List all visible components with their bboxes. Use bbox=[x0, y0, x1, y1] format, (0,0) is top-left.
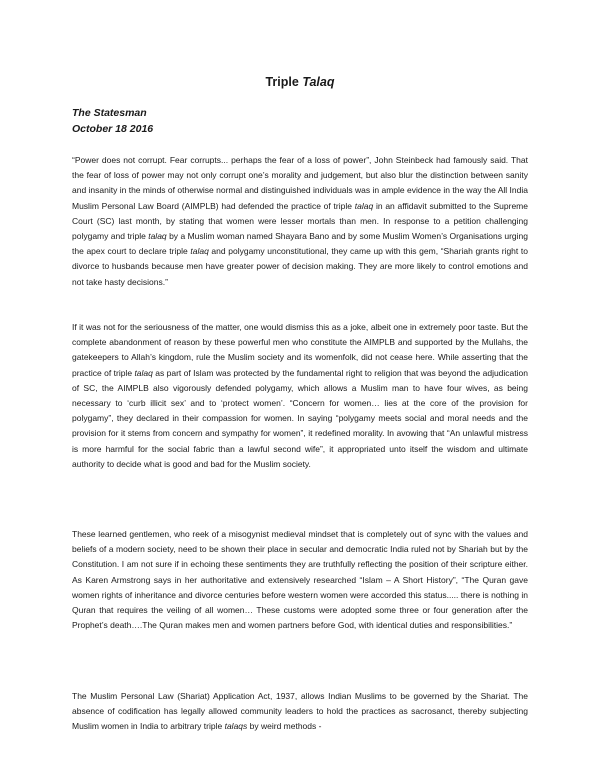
p3-text-a: These learned gentlemen, who reek of a misogynist medieval mindset that is completely out of sync with the values and beliefs of a modern society, need to be shown their place in secular and democratic India ruled not by Shariah but by the Constitution. I am not sure if in echoing these sentiments they are truthfully reflecting the position of their scripture either. As Karen Armstrong says in her authoritative and extensively researched “Islam – A Short History”, “The Quran gave women rights of inheritance and divorce centuries before western women were accorded this status..... there is nothing in Quran that requires the veiling of all women… These customs were adopted some three or four generation after the Prophet’s death….The Quran makes men and women partners before God, with identical duties and responsibilities.” bbox=[72, 529, 528, 631]
p1-italic-b: talaq bbox=[354, 200, 374, 211]
title-main: Triple bbox=[265, 75, 303, 89]
p1-text-e: by a Muslim woman named Shayara Bano and by some Muslim Women’s Organisations urging the apex court to declare triple bbox=[72, 231, 528, 257]
p1-italic-f: talaq bbox=[190, 246, 209, 257]
p2-text-c: as part of Islam was protected by the fundamental right to religion that was beyond the adjudication of SC, the AIMPLB also vigorously defended polygamy, which allows a Muslim man to have four wives, as being necessary to ‘curb illicit sex’ and to ‘protect women’. “Concern for women… lies at the core of the provision for polygamy”, they declared in their compassion for women. In saying “polygamy meets social and moral needs and the provision for it stems from concern and sympathy for women”, it redefined morality. In avowing that “An unlawful mistress is more harmful for the social fabric than a lawful second wife”, it appropriated unto itself the wisdom and ultimate authority to decide what is good and bad for the Muslim society. bbox=[72, 367, 528, 469]
date-line: October 18 2016 bbox=[72, 123, 154, 135]
p2-italic-b: talaq bbox=[134, 367, 153, 378]
p4-text-c: by weird methods - bbox=[247, 721, 322, 732]
document-page bbox=[72, 0, 528, 776]
source-line: The Statesman bbox=[72, 107, 147, 119]
p1-text-a: “Power does not corrupt. Fear corrupts... perhaps the fear of a loss of power”, John Steinbeck had famously said. That the fear of loss of power may not only corrupt one’s morality and judgement, but also blur the distinction between sanity and insanity in the minds of otherwise normal and distinguished individuals was in ample evidence in the way the All India Muslim Personal Law Board (AIMPLB) had defended the practice of triple bbox=[72, 155, 528, 211]
p4-italic-b: talaqs bbox=[224, 721, 248, 732]
p1-text-g: and polygamy unconstitutional, they came up with this gem, “Shariah grants right to divorce to husbands because men have greater power of decision making. They are more likely to control emotions and not take hasty decisions.” bbox=[72, 246, 528, 287]
paragraph-3 bbox=[72, 527, 528, 633]
title-italic: Talaq bbox=[302, 75, 335, 89]
p1-text-c: in an affidavit submitted to the Supreme Court (SC) last month, by stating that women were lesser mortals than men. In response to a petition challenging polygamy and triple bbox=[72, 200, 528, 242]
paragraph-2 bbox=[72, 320, 528, 472]
p1-italic-d: talaq bbox=[148, 231, 167, 242]
p4-text-a: The Muslim Personal Law (Shariat) Application Act, 1937, allows Indian Muslims to be governed by the Shariat. The absence of codification has legally allowed community leaders to hold the practices as sacrosanct, thereby subjecting Muslim women in India to arbitrary triple bbox=[72, 691, 528, 732]
page-title bbox=[72, 75, 528, 89]
p2-text-a: If it was not for the seriousness of the matter, one would dismiss this as a joke, albeit one in extremely poor taste. But the complete abandonment of reason by these powerful men who constitute the AIMPLB and supported by the Mullahs, the gatekeepers to Allah’s kingdom, rule the Muslim society and its womenfolk, did not cease here. While asserting that the practice of triple bbox=[72, 322, 528, 378]
paragraph-4 bbox=[72, 689, 528, 735]
paragraph-1 bbox=[72, 153, 528, 290]
